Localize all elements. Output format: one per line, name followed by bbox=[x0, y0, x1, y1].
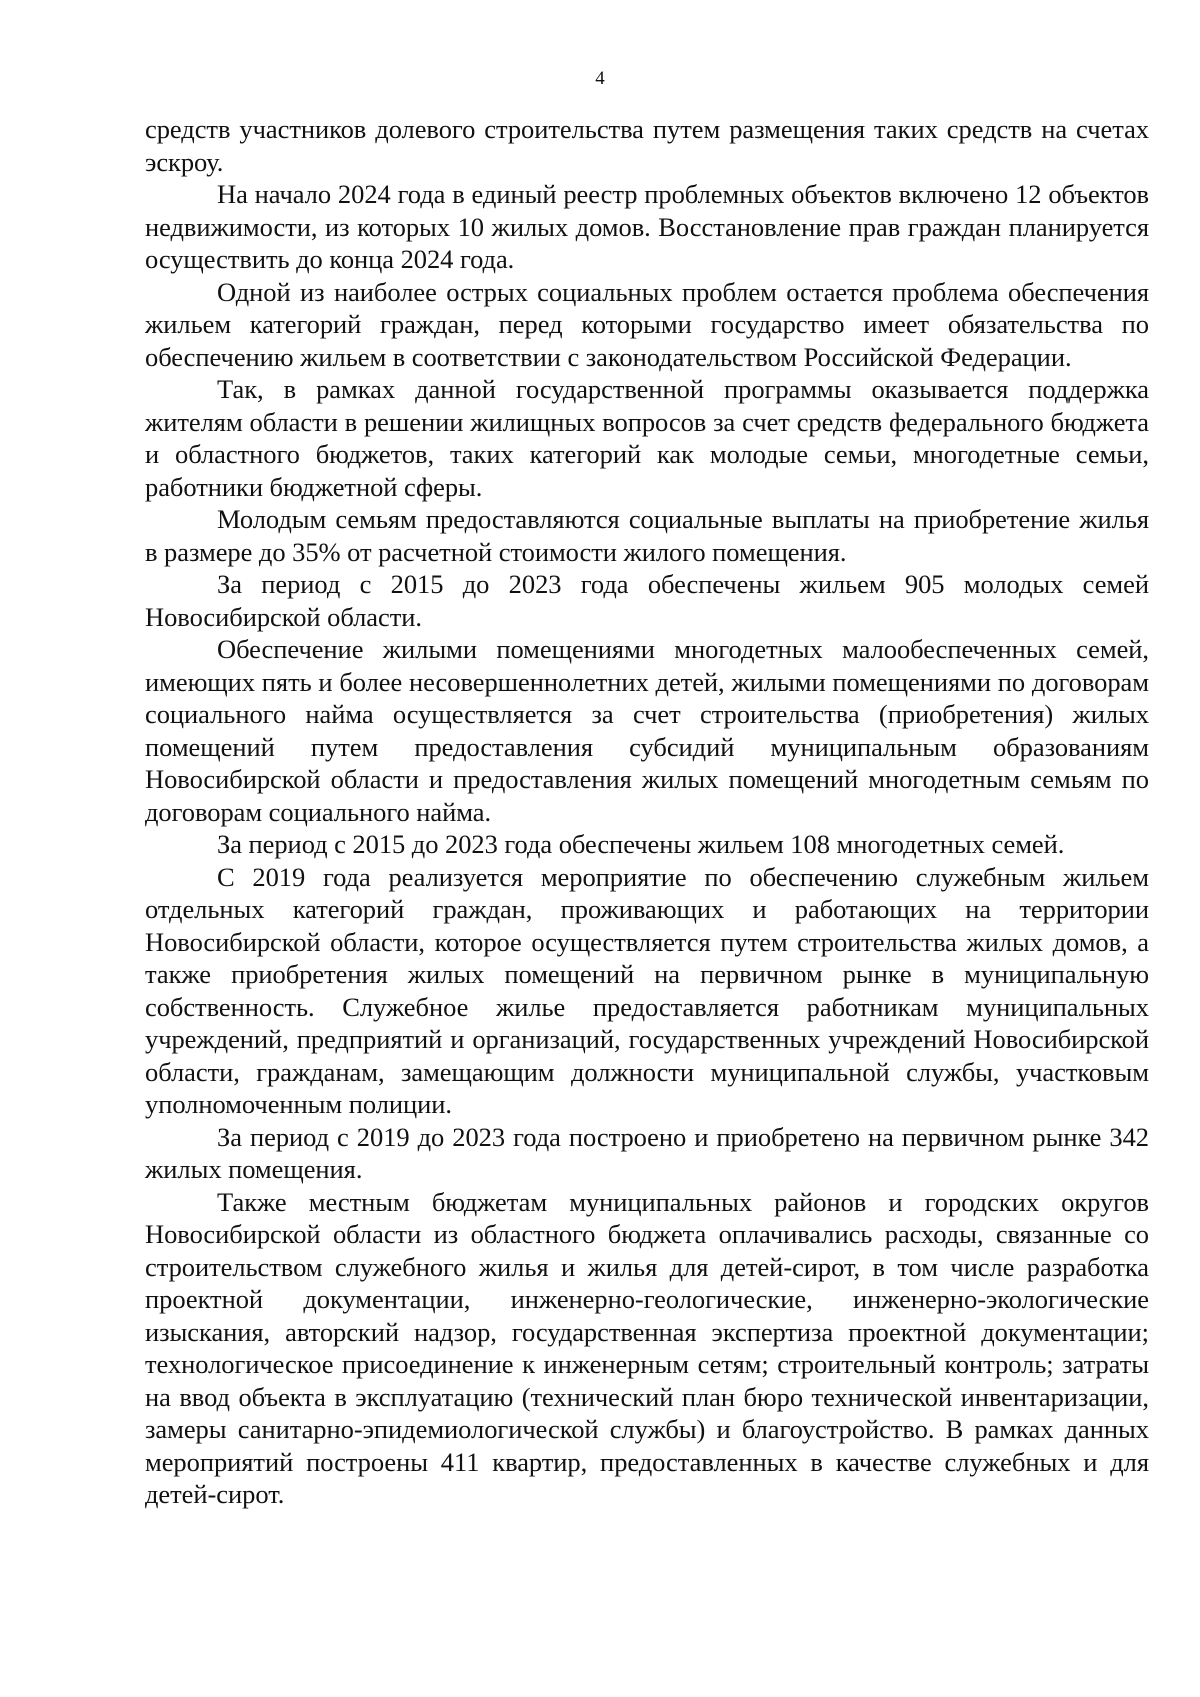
paragraph: За период с 2015 до 2023 года обеспечены жильем 905 молодых семей Новосибирской области. bbox=[145, 569, 1149, 632]
paragraph: средств участников долевого строительства путем размещения таких средств на счетах эскроу. bbox=[145, 114, 1149, 177]
paragraph: С 2019 года реализуется мероприятие по обеспечению служебным жильем отдельных категорий граждан, проживающих и работающих на территории Новосибирской области, которое осуществляется путем строительства жилых домов, а также приобретения жилых помещений на первичном рынке в муниципальную собственность. Служебное жилье предоставляется работникам муниципальных учреждений, предприятий и организаций, государственных учреждений Новосибирской области, гражданам, замещающим должности муниципальной службы, участковым уполномоченным полиции. bbox=[145, 861, 1149, 1119]
paragraph: Молодым семьям предоставляются социальные выплаты на приобретение жилья в размере до 35% от расчетной стоимости жилого помещения. bbox=[145, 504, 1149, 567]
paragraph: Также местным бюджетам муниципальных районов и городских округов Новосибирской области из областного бюджета оплачивались расходы, связанные со строительством служебного жилья и жилья для детей-сирот, в том числе разработка проектной документации, инженерно-геологические, инженерно-экологические изыскания, авторский надзор, государственная экспертиза проектной документации; технологическое присоединение к инженерным сетям; строительный контроль; затраты на ввод объекта в эксплуатацию (технический план бюро технической инвентаризации, замеры санитарно-эпидемиологической службы) и благоустройство. В рамках данных мероприятий построены 411 квартир, предоставленных в качестве служебных и для детей-сирот. bbox=[145, 1186, 1149, 1509]
paragraph: Обеспечение жилыми помещениями многодетных малообеспеченных семей, имеющих пять и более несовершеннолетних детей, жилыми помещениями по договорам социального найма осуществляется за счет строительства (приобретения) жилых помещений путем предоставления субсидий муниципальным образованиям Новосибирской области и предоставления жилых помещений многодетным семьям по договорам социального найма. bbox=[145, 634, 1149, 827]
paragraph: На начало 2024 года в единый реестр проблемных объектов включено 12 объектов недвижимости, из которых 10 жилых домов. Восстановление прав граждан планируется осуществить до конца 2024 года. bbox=[145, 179, 1149, 274]
page-number: 4 bbox=[595, 68, 605, 89]
document-body bbox=[145, 113, 1149, 1511]
paragraph: Так, в рамках данной государственной программы оказывается поддержка жителям области в решении жилищных вопросов за счет средств федерального бюджета и областного бюджетов, таких категорий как молодые семьи, многодетные семьи, работники бюджетной сферы. bbox=[145, 374, 1149, 502]
paragraph: За период с 2019 до 2023 года построено и приобретено на первичном рынке 342 жилых помещения. bbox=[145, 1121, 1149, 1184]
paragraph: За период с 2015 до 2023 года обеспечены жильем 108 многодетных семей. bbox=[217, 829, 1065, 859]
paragraph: Одной из наиболее острых социальных проблем остается проблема обеспечения жильем категорий граждан, перед которыми государство имеет обязательства по обеспечению жильем в соответствии с законодательством Российской Федерации. bbox=[145, 276, 1149, 372]
